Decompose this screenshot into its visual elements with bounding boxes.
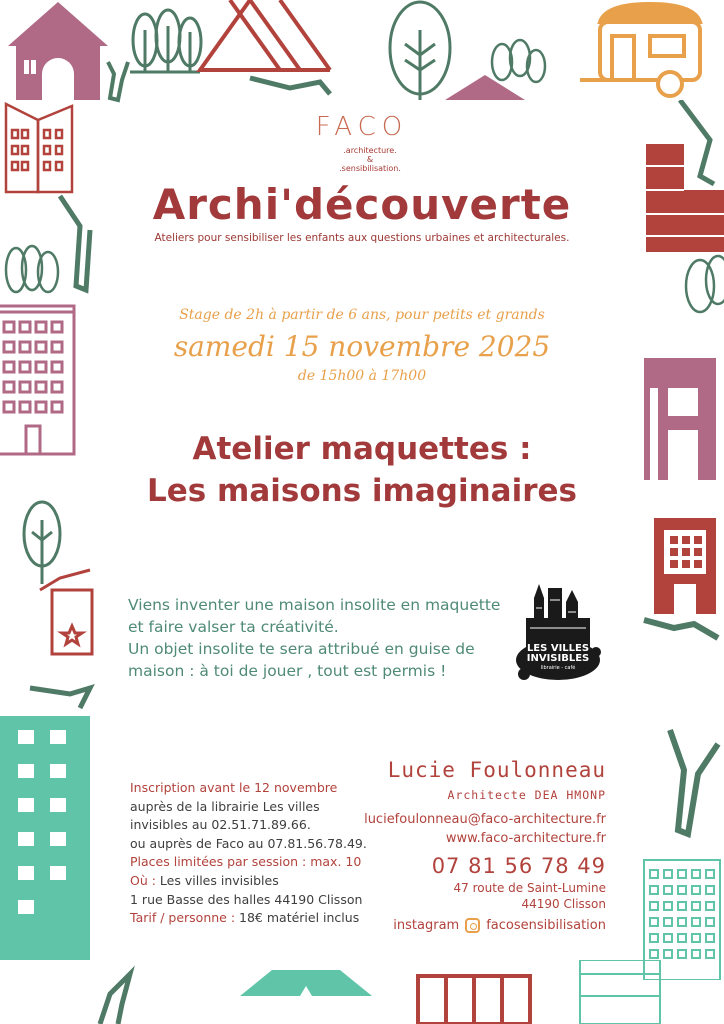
bookshop-logo-icon — [512, 578, 604, 698]
tree-icon — [686, 256, 724, 312]
house-icon — [40, 570, 92, 654]
inscription-bookshop-2: invisibles au 02.51.71.89.66. — [130, 817, 311, 833]
tree-icon — [390, 2, 450, 100]
bottom-illustrations — [0, 960, 724, 1024]
event-hours: de 15h00 à 17h00 — [297, 368, 427, 384]
top-illustrations — [0, 0, 724, 110]
places-limit: Places limitées par session : max. 10 — [130, 854, 362, 870]
tree-icon — [24, 502, 60, 584]
tree-icon — [130, 10, 201, 72]
instagram-label: instagram — [393, 918, 460, 933]
contact-block — [326, 758, 606, 933]
contact-role: Architecte DEA HMONP — [447, 788, 606, 802]
partner-logo — [512, 578, 604, 698]
workshop-title: Atelier maquettes : Les maisons imaginaires — [147, 431, 577, 509]
building-icon — [0, 716, 90, 960]
event-date: samedi 15 novembre 2025 — [173, 330, 551, 363]
inscription-bookshop-1: auprès de la librairie Les villes — [130, 798, 320, 814]
caravan-icon — [580, 4, 700, 96]
contact-name: Lucie Foulonneau — [387, 758, 606, 782]
instagram-handle: facosensibilisation — [486, 918, 606, 933]
apartment-icon — [580, 960, 660, 1024]
partner-logo-line2: INVISIBLES — [526, 653, 590, 664]
partner-logo-line3: librairie - café — [540, 665, 576, 671]
brand-logo: FACO — [315, 112, 409, 142]
instagram-icon — [465, 918, 480, 933]
house-icon — [8, 2, 108, 100]
partner-logo-line1: LES VILLES — [526, 643, 590, 654]
stage-info: Stage de 2h à partir de 6 ans, pour petits et grands — [179, 307, 545, 323]
inscription-faco: ou auprès de Faco au 07.81.56.78.49. — [130, 835, 367, 851]
contact-address-1: 47 route de Saint-Lumine — [453, 881, 606, 895]
building-icon — [418, 976, 530, 1024]
contact-phone[interactable]: 07 81 56 78 49 — [431, 854, 606, 878]
price: Tarif / personne : 18€ matériel inclus — [130, 910, 360, 926]
contact-website[interactable]: www.faco-architecture.fr — [445, 831, 606, 846]
building-icon — [654, 518, 716, 614]
tent-icon — [200, 0, 330, 70]
page-subtitle: Ateliers pour sensibiliser les enfants aux questions urbaines et architecturales. — [154, 232, 570, 244]
contact-email[interactable]: luciefoulonneau@faco-architecture.fr — [364, 812, 606, 827]
tree-icon — [6, 246, 58, 292]
inscription-deadline: Inscription avant le 12 novembre — [130, 780, 338, 795]
left-illustrations — [0, 100, 95, 960]
workshop-description: Viens inventer une maison insolite en maquette et faire valser ta créativité. Un objet insolite te sera attribué en guise de maison : à toi de jouer , tout est permis ! — [128, 596, 501, 680]
page-title: Archi'découverte — [152, 180, 572, 229]
tree-icon — [492, 40, 545, 82]
contact-address-2: 44190 Clisson — [521, 897, 606, 911]
instagram-link[interactable] — [326, 918, 606, 933]
venue-address: 1 rue Basse des halles 44190 Clisson — [130, 891, 363, 907]
brand-tagline: .architecture. & .sensibilisation. — [339, 146, 401, 173]
venue: Où : Les villes invisibles — [130, 872, 279, 888]
tent-icon — [240, 970, 372, 996]
